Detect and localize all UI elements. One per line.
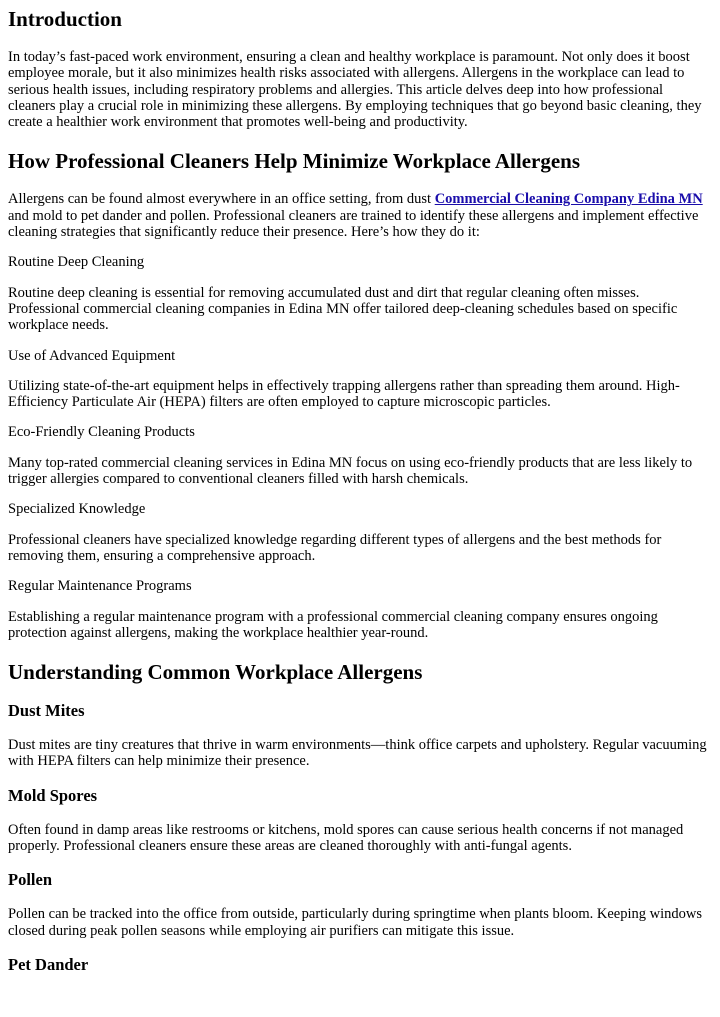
text-mold-spores: Often found in damp areas like restrooms or kitchens, mold spores can cause serious health concerns if not managed properly. Professional cleaners ensure these areas are cleaned thoroughly with anti-fungal agents. — [8, 821, 684, 855]
item-label-advanced-equipment: Use of Advanced Equipment — [8, 347, 176, 364]
item-label-specialized-knowledge: Specialized Knowledge — [8, 501, 146, 518]
item-label-eco-friendly-products: Eco-Friendly Cleaning Products — [8, 424, 195, 441]
item-text-eco-friendly-products: Many top-rated commercial cleaning services in Edina MN focus on using eco-friendly products that are less likely to trigger allergies compared to conventional cleaners filled with harsh chemicals. — [8, 454, 693, 488]
heading-how-cleaners-help: How Professional Cleaners Help Minimize Workplace Allergens — [8, 149, 581, 174]
heading-common-allergens: Understanding Common Workplace Allergens — [8, 660, 423, 685]
item-text-routine-deep-cleaning: Routine deep cleaning is essential for removing accumulated dust and dirt that regular cleaning often misses. Professional commercial cleaning companies in Edina MN offer tailored deep-cleaning schedules based on specific workplace needs. — [8, 284, 678, 334]
commercial-cleaning-link[interactable]: Commercial Cleaning Company Edina MN — [434, 191, 703, 208]
text-pollen: Pollen can be tracked into the office from outside, particularly during springtime when plants bloom. Keeping windows closed during peak pollen seasons while employing air purifiers can mitigate this issue. — [8, 906, 702, 939]
subheading-pollen: Pollen — [8, 870, 52, 890]
item-text-specialized-knowledge: Professional cleaners have specialized knowledge regarding different types of allergens and the best methods for removing them, ensuring a comprehensive approach. — [8, 531, 662, 564]
item-label-regular-maintenance: Regular Maintenance Programs — [8, 578, 192, 595]
subheading-pet-dander: Pet Dander — [8, 954, 89, 974]
heading-introduction: Introduction — [8, 7, 122, 31]
how-cleaners-help-intro — [8, 191, 712, 240]
intro-text-after-link: and mold to pet dander and pollen. Professional cleaners are trained to identify these allergens and implement effective cleaning strategies that significantly reduce their presence. Here’s how they do it: — [8, 207, 699, 241]
item-label-routine-deep-cleaning: Routine Deep Cleaning — [8, 254, 145, 271]
intro-text-before-link: Allergens can be found almost everywhere in an office setting, from dust — [8, 191, 435, 208]
subheading-mold-spores: Mold Spores — [8, 785, 98, 805]
item-text-advanced-equipment: Utilizing state-of-the-art equipment helps in effectively trapping allergens rather than spreading them around. High-Efficiency Particulate Air (HEPA) filters are often employed to capture microscopic particles. — [8, 377, 680, 411]
text-dust-mites: Dust mites are tiny creatures that thrive in warm environments—think office carpets and upholstery. Regular vacuuming with HEPA filters can help minimize their presence. — [8, 737, 707, 770]
subheading-dust-mites: Dust Mites — [8, 701, 85, 721]
introduction-paragraph: In today’s fast-paced work environment, ensuring a clean and healthy workplace is paramount. Not only does it boost employee morale, but it also minimizes health risks associated with allergens. Allergens in the workplace can lead to serious health issues, including respiratory problems and allergies. This article delves deep into how professional cleaners play a crucial role in minimizing these allergens. By employing techniques that go beyond basic cleaning, they create a healthier work environment that promotes well-being and productivity. — [8, 49, 702, 131]
item-text-regular-maintenance: Establishing a regular maintenance program with a professional commercial cleaning company ensures ongoing protection against allergens, making the workplace healthier year-round. — [8, 608, 658, 641]
